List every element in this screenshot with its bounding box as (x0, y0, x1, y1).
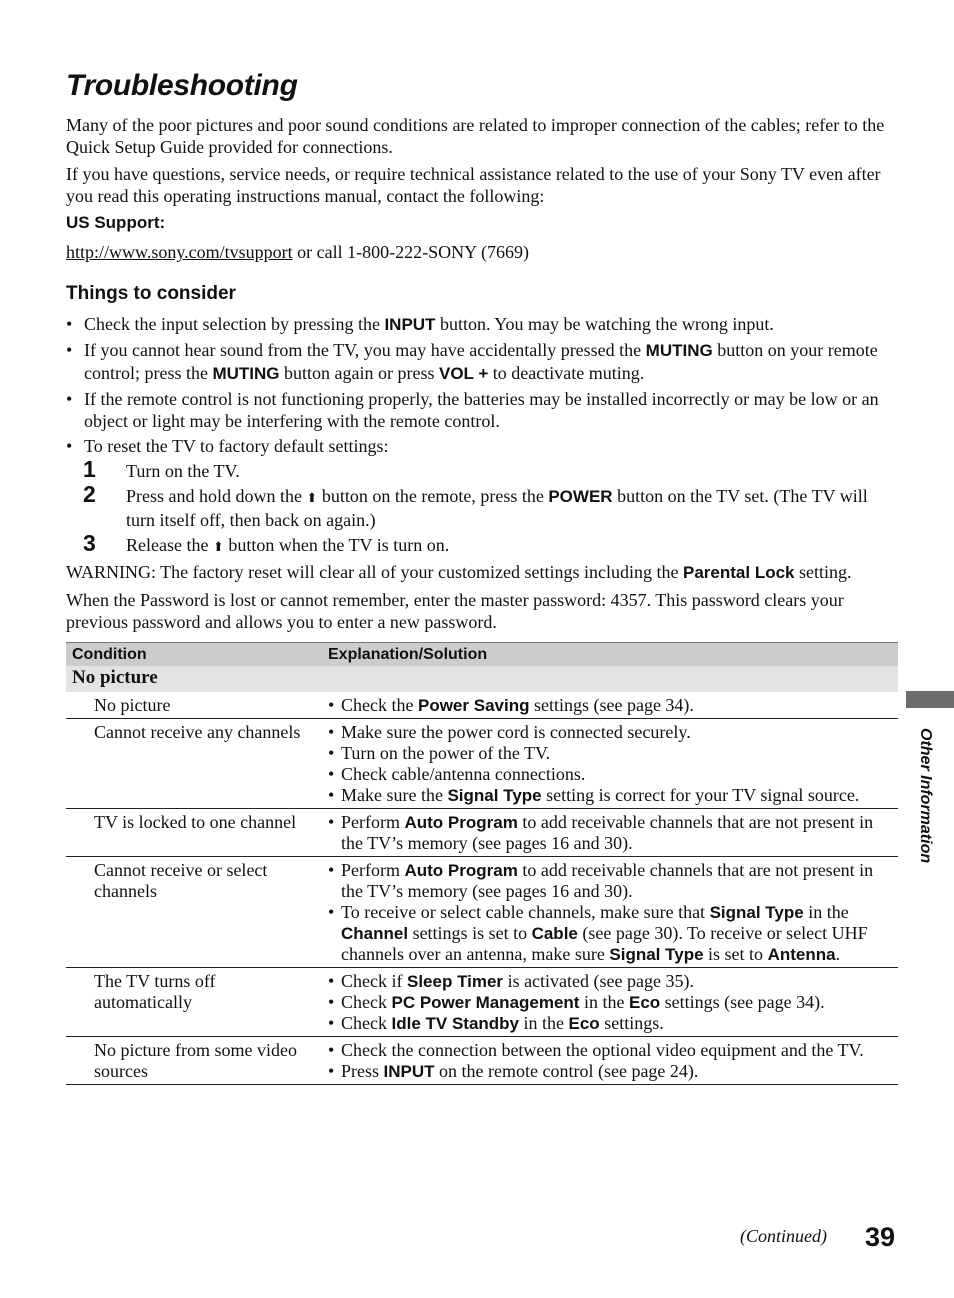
list-item: • If the remote control is not functioning properly, the batteries may be installed incorrectly or may be low or an object or light may be interfering with the remote control. (66, 389, 879, 431)
solution-line: • Check Idle TV Standby in the Eco settings. (328, 1013, 664, 1033)
condition-cell: Cannot receive or select channels (66, 857, 322, 968)
up-arrow-icon: ⬆ (306, 490, 318, 505)
step-number: 1 (83, 456, 96, 482)
solution-line: • Check the connection between the optional video equipment and the TV. (328, 1040, 864, 1060)
table-row (66, 1037, 898, 1085)
bullet-marker: • (66, 436, 73, 456)
table-row (66, 968, 898, 1037)
table-row (66, 719, 898, 809)
bullet-marker: • (66, 314, 73, 334)
password-text: When the Password is lost or cannot remember, enter the master password: 4357. This password clears your previous password and allows you to enter a new password. (66, 590, 844, 632)
solution-line: • Press INPUT on the remote control (see page 24). (328, 1061, 699, 1081)
reset-steps (66, 456, 898, 558)
table-row (66, 692, 898, 719)
solution-cell (322, 809, 898, 857)
table-row (66, 809, 898, 857)
solution-cell (322, 692, 898, 719)
solution-line: • Check PC Power Management in the Eco settings (see page 34). (328, 992, 825, 1012)
step-item: 2 Press and hold down the ⬆ button on the remote, press the POWER button on the TV set. (The TV will turn itself off, then back on again.) (83, 481, 868, 530)
solution-cell (322, 857, 898, 968)
table-header-row (66, 643, 898, 667)
solution-line: • To receive or select cable channels, make sure that Signal Type in the Channel settings is set to Cable (see page 30). To receive or select UHF channels over an antenna, make sure Signal Type is set to Antenna. (328, 902, 868, 964)
solution-line: • Make sure the power cord is connected securely. (328, 722, 691, 742)
bullet-marker: • (66, 340, 73, 360)
list-item: • If you cannot hear sound from the TV, you may have accidentally pressed the MUTING button on your remote control; press the MUTING button again or press VOL + to deactivate muting. (66, 340, 878, 383)
solution-cell (322, 1037, 898, 1085)
bullet-marker: • (66, 389, 73, 409)
solution-line: • Check if Sleep Timer is activated (see page 35). (328, 971, 694, 991)
column-header-solution: Explanation/Solution (322, 643, 898, 667)
troubleshooting-table (66, 642, 898, 1085)
solution-line: • Turn on the power of the TV. (328, 743, 551, 763)
continued-label: (Continued) (740, 1226, 827, 1246)
section-tab-marker (906, 691, 954, 708)
condition-cell: The TV turns off automatically (66, 968, 322, 1037)
things-heading: Things to consider (66, 283, 236, 304)
condition-cell: Cannot receive any channels (66, 719, 322, 809)
step-number: 2 (83, 481, 96, 507)
group-label: No picture (66, 666, 898, 692)
solution-line: • Check cable/antenna connections. (328, 764, 586, 784)
condition-cell: No picture (66, 692, 322, 719)
solution-cell (322, 719, 898, 809)
us-support-label: US Support: (66, 213, 166, 232)
step-number: 3 (83, 530, 96, 556)
support-link[interactable]: http://www.sony.com/tvsupport (66, 242, 293, 262)
warning-text: WARNING: The factory reset will clear all of your customized settings including the Parental Lock setting. (66, 562, 852, 582)
step-item: 3 Release the ⬆ button when the TV is turn on. (83, 530, 450, 556)
step-item: 1 Turn on the TV. (83, 456, 240, 482)
things-list (66, 313, 898, 457)
support-call: or call 1-800-222-SONY (7669) (292, 242, 529, 262)
solution-line: • Check the Power Saving settings (see page 34). (328, 695, 694, 715)
page-title: Troubleshooting (66, 69, 298, 102)
list-item: • To reset the TV to factory default settings: (66, 436, 389, 456)
condition-cell: No picture from some video sources (66, 1037, 322, 1085)
up-arrow-icon: ⬆ (212, 539, 224, 554)
solution-cell (322, 968, 898, 1037)
list-item: • Check the input selection by pressing the INPUT button. You may be watching the wrong input. (66, 314, 774, 334)
table-group-row (66, 666, 898, 692)
solution-line: • Perform Auto Program to add receivable channels that are not present in the TV’s memory (see pages 16 and 30). (328, 860, 874, 901)
table-row (66, 857, 898, 968)
intro-paragraph-2: If you have questions, service needs, or require technical assistance related to the use of your Sony TV even after you read this operating instructions manual, contact the following: (66, 164, 881, 206)
page-content (66, 66, 898, 1085)
solution-line: • Make sure the Signal Type setting is correct for your TV signal source. (328, 785, 860, 805)
section-side-label: Other Information (917, 728, 934, 864)
intro-paragraph-1: Many of the poor pictures and poor sound conditions are related to improper connection of the cables; refer to the Quick Setup Guide provided for connections. (66, 115, 885, 157)
condition-cell: TV is locked to one channel (66, 809, 322, 857)
support-line (66, 241, 898, 263)
page-number: 39 (865, 1222, 896, 1252)
solution-line: • Perform Auto Program to add receivable channels that are not present in the TV’s memory (see pages 16 and 30). (328, 812, 874, 853)
column-header-condition: Condition (66, 643, 322, 667)
